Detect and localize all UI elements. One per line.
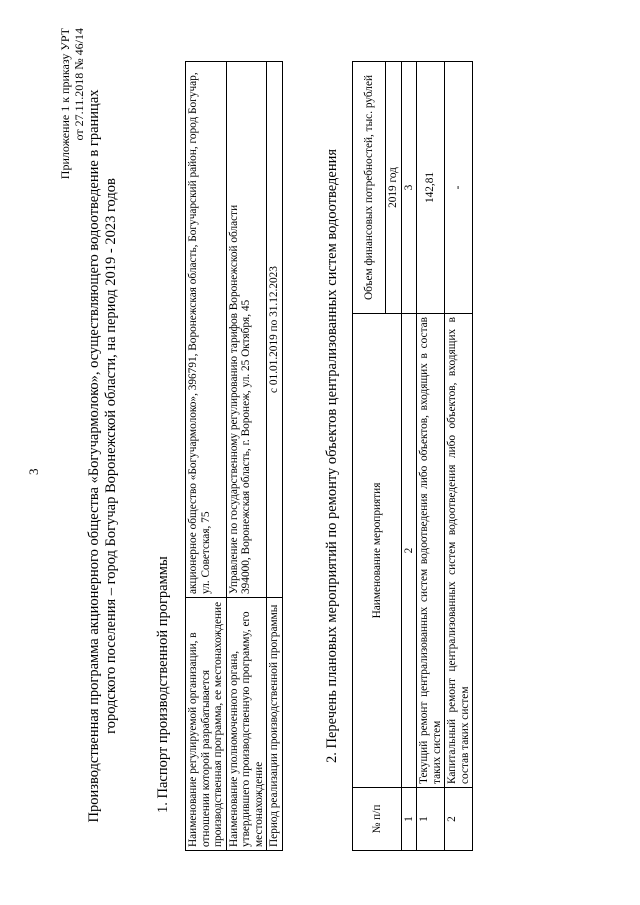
col-number: 3: [401, 62, 417, 314]
row-value: 142,81: [417, 62, 445, 314]
events-table: [352, 61, 473, 851]
table-row: [445, 62, 473, 851]
header-volume: Объем финансовых потребностей, тыс. рублей: [353, 62, 386, 314]
table-row: [186, 62, 227, 851]
row-value: -: [445, 62, 473, 314]
table-row: [417, 62, 445, 851]
table-header-row: [353, 62, 386, 851]
col-number: 1: [401, 788, 417, 851]
row-name: Капитальный ремонт централизованных систем водоотведения либо объектов, входящих в состав таких систем: [445, 314, 473, 788]
appendix-line-2: от 27.11.2018 № 46/14: [72, 28, 86, 141]
row-name: Текущий ремонт централизованных систем водоотведения либо объектов, входящих в состав таких систем: [417, 314, 445, 788]
appendix-line-1: Приложение 1 к приказу УРТ: [58, 28, 72, 180]
header-name: Наименование мероприятия: [353, 314, 402, 788]
passport-value: Управление по государственному регулированию тарифов Воронежской области 394000, Воронежская область, г. Воронеж, ул. 25 Октября, 45: [226, 62, 267, 598]
header-num: № п/п: [353, 788, 402, 851]
passport-key: Период реализации производственной программы: [267, 598, 283, 851]
table-row: [226, 62, 267, 851]
document-title: Производственная программа акционерного общества «Богучармолоко», осуществляющего водоотведение в границах городского поселения – город Богучар Воронежской области, на период 2019 - 2023 годов: [86, 89, 119, 823]
row-num: 1: [417, 788, 445, 851]
table-colnum-row: [401, 62, 417, 851]
appendix-note: [58, 28, 86, 179]
section-1-heading: 1. Паспорт производственной программы: [155, 556, 171, 813]
col-number: 2: [401, 314, 417, 788]
passport-table: [185, 61, 283, 851]
passport-key: Наименование уполномоченного органа, утвердившего производственную программу, его местонахождение: [226, 598, 267, 851]
table-row: [267, 62, 283, 851]
passport-value: с 01.01.2019 по 31.12.2023: [267, 62, 283, 598]
passport-value: акционерное общество «Богучармолоко», 396791, Воронежская область, Богучарский район, город Богучар, ул. Советская, 75: [186, 62, 227, 598]
header-year: 2019 год: [386, 62, 402, 314]
page-number: 3: [26, 468, 41, 475]
section-2-heading: 2. Перечень плановых мероприятий по ремонту объектов централизованных систем водоотведения: [324, 148, 340, 764]
passport-key: Наименование регулируемой организации, в отношении которой разрабатывается производственная программа, ее местонахождение: [186, 598, 227, 851]
row-num: 2: [445, 788, 473, 851]
